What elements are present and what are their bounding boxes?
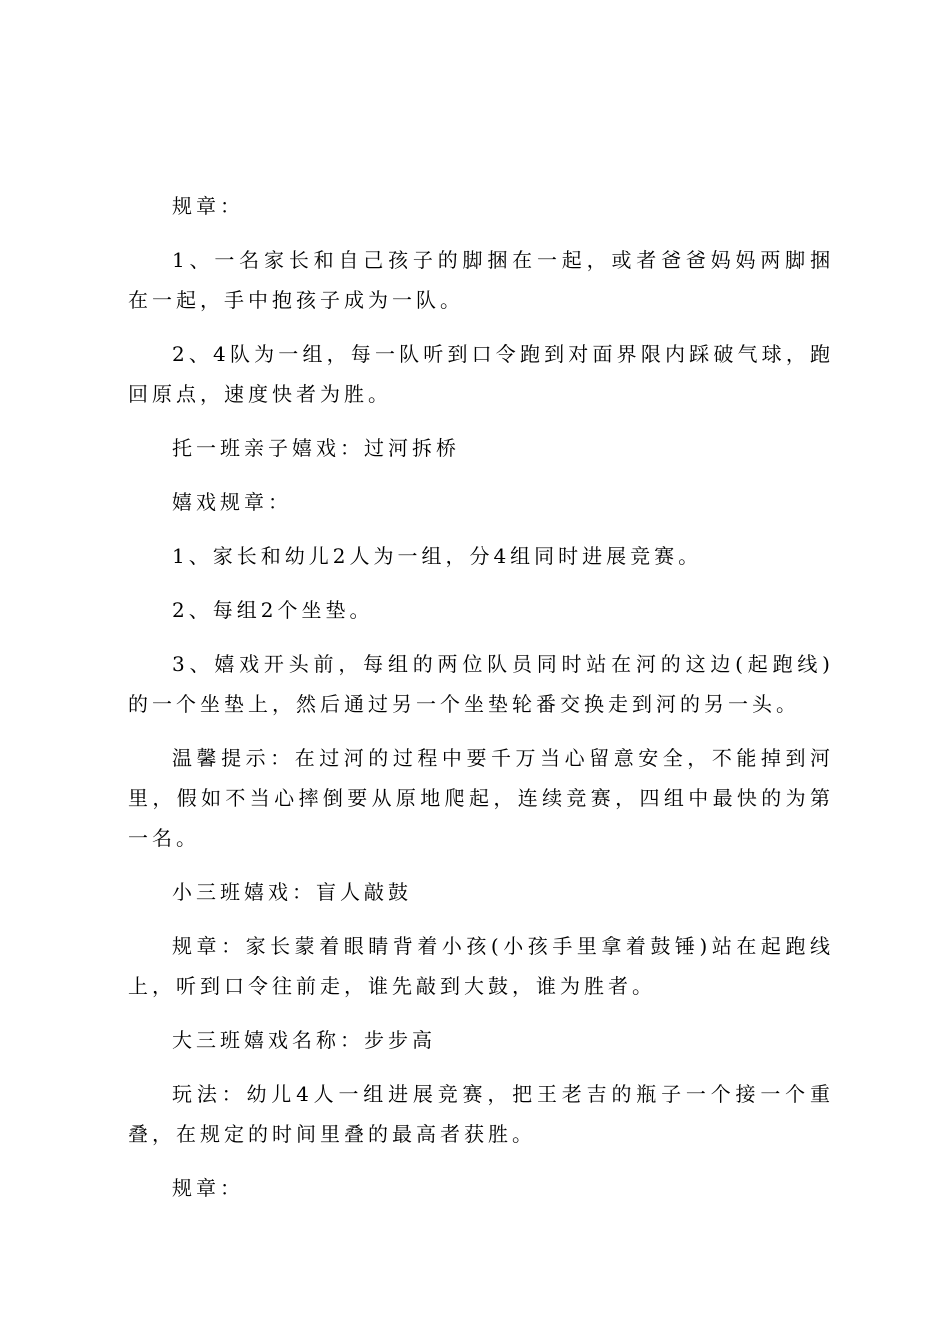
paragraph-game-title-3: 大三班嬉戏名称：步步高: [172, 1028, 436, 1052]
paragraph-rules-heading: 规章：: [172, 194, 244, 218]
paragraph-tip: 温馨提示：在过河的过程中要千万当心留意安全，不能掉到河里，假如不当心摔倒要从原地爬起，连续竞赛，四组中最快的为第一名。: [128, 746, 834, 850]
paragraph-rules-heading-2: 规章：: [172, 1176, 244, 1200]
paragraph-game-3-play: 玩法：幼儿4人一组进展竞赛，把王老吉的瓶子一个接一个重叠，在规定的时间里叠的最高者获胜。: [128, 1082, 834, 1146]
paragraph-game-title-2: 小三班嬉戏：盲人敲鼓: [172, 880, 412, 904]
paragraph-game-rule-2: 2、每组2个坐垫。: [172, 598, 374, 622]
paragraph-rule-1: 1、一名家长和自己孩子的脚捆在一起，或者爸爸妈妈两脚捆在一起，手中抱孩子成为一队。: [128, 248, 834, 312]
paragraph-game-rule-3: 3、嬉戏开头前，每组的两位队员同时站在河的这边(起跑线)的一个坐垫上，然后通过另一个坐垫轮番交换走到河的另一头。: [128, 652, 834, 716]
paragraph-rule-2: 2、4队为一组，每一队听到口令跑到对面界限内踩破气球，跑回原点，速度快者为胜。: [128, 342, 834, 406]
paragraph-game-2-rules: 规章：家长蒙着眼睛背着小孩(小孩手里拿着鼓锤)站在起跑线上，听到口令往前走，谁先敲到大鼓，谁为胜者。: [128, 934, 834, 998]
document-body: [128, 186, 834, 1222]
paragraph-game-rule-1: 1、家长和幼儿2人为一组，分4组同时进展竞赛。: [172, 544, 703, 568]
paragraph-game-rules-heading: 嬉戏规章：: [172, 490, 292, 514]
paragraph-game-title-1: 托一班亲子嬉戏：过河拆桥: [172, 436, 460, 460]
